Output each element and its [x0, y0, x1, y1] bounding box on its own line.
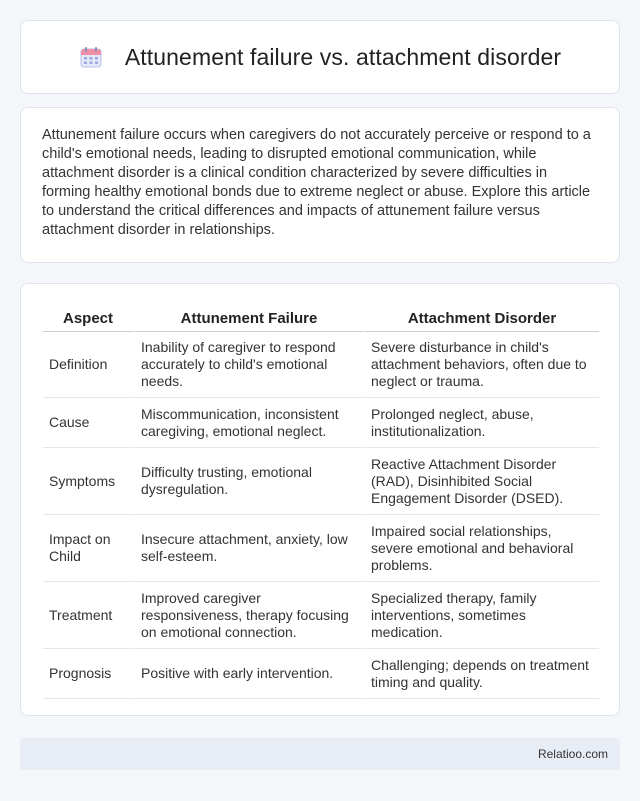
table-row [43, 582, 599, 649]
footer-site-link[interactable]: Relatioo.com [537, 747, 608, 761]
row-attunement-value: Positive with early intervention. [133, 649, 363, 699]
calendar-icon [79, 45, 103, 69]
comparison-card [20, 283, 620, 716]
row-attachment-value: Impaired social relationships, severe emotional and behavioral problems. [363, 515, 599, 582]
table-row [43, 448, 599, 515]
row-attachment-value: Severe disturbance in child's attachment behaviors, often due to neglect or trauma. [363, 332, 599, 398]
footer-bar [20, 738, 620, 770]
title-wrap [79, 44, 561, 71]
row-aspect: Symptoms [43, 448, 133, 515]
intro-card [20, 107, 620, 263]
comparison-table [43, 302, 599, 699]
header-attunement-failure: Attunement Failure [133, 302, 363, 332]
row-attunement-value: Inability of caregiver to respond accurately to child's emotional needs. [133, 332, 363, 398]
row-attachment-value: Specialized therapy, family interventions, sometimes medication. [363, 582, 599, 649]
header-attachment-disorder: Attachment Disorder [363, 302, 599, 332]
header-aspect: Aspect [43, 302, 133, 332]
title-card [20, 20, 620, 94]
table-header-row [43, 302, 599, 332]
page-title: Attunement failure vs. attachment disorder [124, 43, 562, 70]
row-attunement-value: Improved caregiver responsiveness, therapy focusing on emotional connection. [133, 582, 363, 649]
row-aspect: Impact on Child [43, 515, 133, 582]
row-attachment-value: Challenging; depends on treatment timing and quality. [363, 649, 599, 699]
row-attachment-value: Reactive Attachment Disorder (RAD), Disinhibited Social Engagement Disorder (DSED). [363, 448, 599, 515]
table-row [43, 332, 599, 398]
row-attachment-value: Prolonged neglect, abuse, institutionalization. [363, 398, 599, 448]
row-attunement-value: Difficulty trusting, emotional dysregulation. [133, 448, 363, 515]
table-row [43, 398, 599, 448]
row-aspect: Prognosis [43, 649, 133, 699]
table-row [43, 515, 599, 582]
intro-paragraph: Attunement failure occurs when caregivers do not accurately perceive or respond to a child's emotional needs, leading to disrupted emotional communication, while attachment disorder is a clinical condition characterized by severe difficulties in forming healthy emotional bonds due to extreme neglect or abuse. Explore this article to understand the critical differences and impacts of attunement failure versus attachment disorder in relationships. [42, 127, 591, 238]
row-aspect: Treatment [43, 582, 133, 649]
row-aspect: Cause [43, 398, 133, 448]
table-row [43, 649, 599, 699]
row-attunement-value: Miscommunication, inconsistent caregiving, emotional neglect. [133, 398, 363, 448]
row-aspect: Definition [43, 332, 133, 398]
row-attunement-value: Insecure attachment, anxiety, low self-esteem. [133, 515, 363, 582]
